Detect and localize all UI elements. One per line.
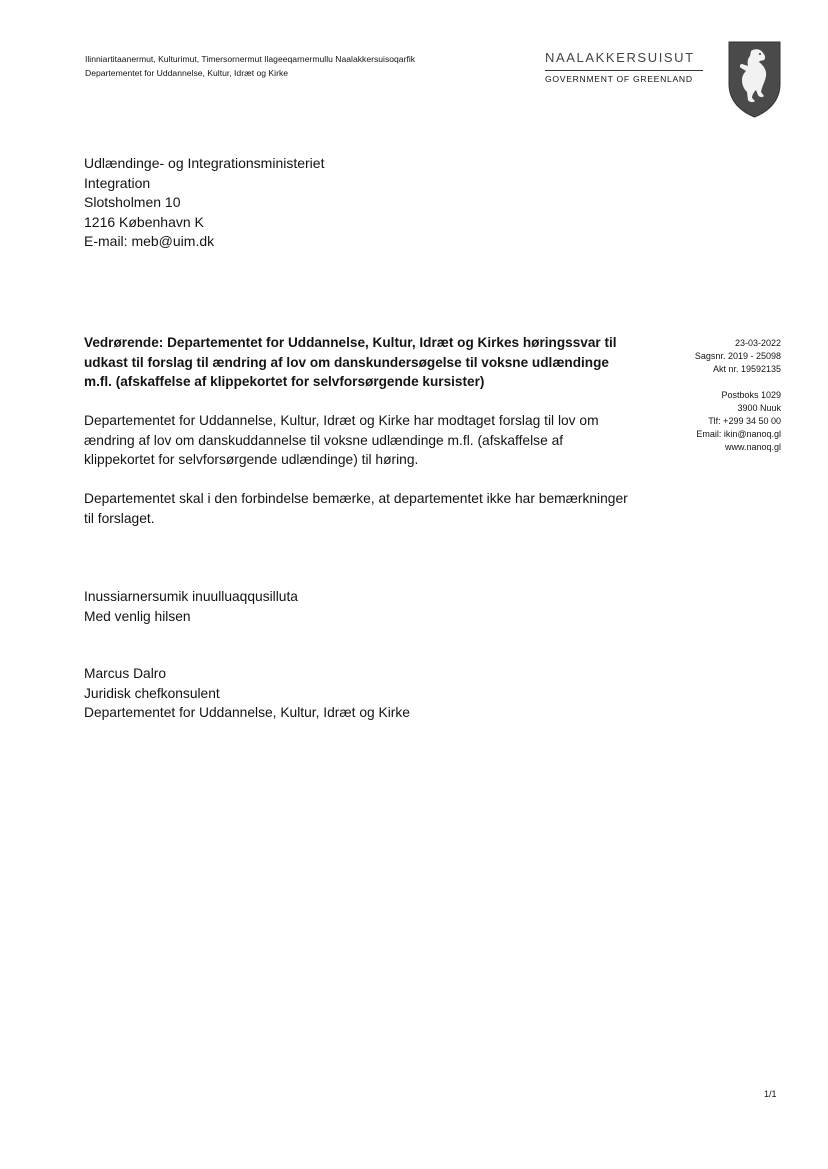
website: www.nanoq.gl bbox=[724, 442, 781, 452]
document-number: Akt nr. 19592135 bbox=[712, 364, 781, 374]
recipient-line-2: Integration bbox=[84, 174, 151, 191]
recipient-line-4: 1216 København K bbox=[84, 213, 204, 230]
coat-of-arms-icon bbox=[727, 40, 782, 118]
signer-department: Departementet for Uddannelse, Kultur, Idræt og Kirke bbox=[84, 705, 410, 720]
body-paragraph-1: Departementet for Uddannelse, Kultur, Idræt og Kirke har modtaget forslag til lov om ændring af lov om danskuddannelse til voksne udlændinge m.fl. (afskaffelse af klippekortet for selvforsørgende udlændinge) til høring. bbox=[84, 413, 599, 467]
postal-city: 3900 Nuuk bbox=[737, 403, 781, 413]
brand-divider bbox=[545, 70, 703, 71]
signature-block bbox=[84, 664, 410, 723]
header-department-line-1: Ilinniartitaanermut, Kulturimut, Timersornermut Ilageeqarnermullu Naalakkersuisoqarfik bbox=[85, 54, 416, 64]
header-department-line-2: Departementet for Uddannelse, Kultur, Idræt og Kirke bbox=[85, 68, 289, 78]
recipient-address bbox=[84, 154, 324, 252]
body-paragraph-2: Departementet skal i den forbindelse bemærke, at departementet ikke har bemærkninger til forslaget. bbox=[84, 491, 628, 526]
side-info bbox=[695, 337, 781, 454]
header-department bbox=[85, 52, 415, 80]
case-number: Sagsnr. 2019 - 25098 bbox=[694, 351, 781, 361]
greeting-greenlandic: Inussiarnersumik inuulluaqqusilluta bbox=[84, 589, 298, 604]
signer-title: Juridisk chefkonsulent bbox=[84, 685, 220, 701]
contact-email: Email: ikin@nanoq.gl bbox=[696, 429, 781, 439]
letter-date: 23-03-2022 bbox=[734, 338, 781, 348]
brand-block bbox=[545, 50, 703, 85]
closing bbox=[84, 587, 298, 626]
recipient-email: E-mail: meb@uim.dk bbox=[84, 233, 215, 250]
subject-heading: Vedrørende: Departementet for Uddannelse, Kultur, Idræt og Kirkes høringssvar til udkast til forslag til ændring af lov om danskundersøgelse til voksne udlændinge m.fl. (afskaffelse af klippekortet for selvforsørgende kursister) bbox=[84, 335, 617, 389]
brand-subtitle: GOVERNMENT OF GREENLAND bbox=[545, 74, 693, 84]
brand-name: NAALAKKERSUISUT bbox=[545, 50, 695, 65]
greeting-danish: Med venlig hilsen bbox=[84, 608, 191, 624]
page-number: 1/1 bbox=[764, 1089, 777, 1099]
postbox: Postboks 1029 bbox=[721, 390, 781, 400]
recipient-line-1: Udlændinge- og Integrationsministeriet bbox=[84, 155, 325, 171]
signer-name: Marcus Dalro bbox=[84, 666, 167, 681]
recipient-line-3: Slotsholmen 10 bbox=[84, 194, 181, 211]
phone-number: Tlf: +299 34 50 00 bbox=[708, 416, 781, 426]
